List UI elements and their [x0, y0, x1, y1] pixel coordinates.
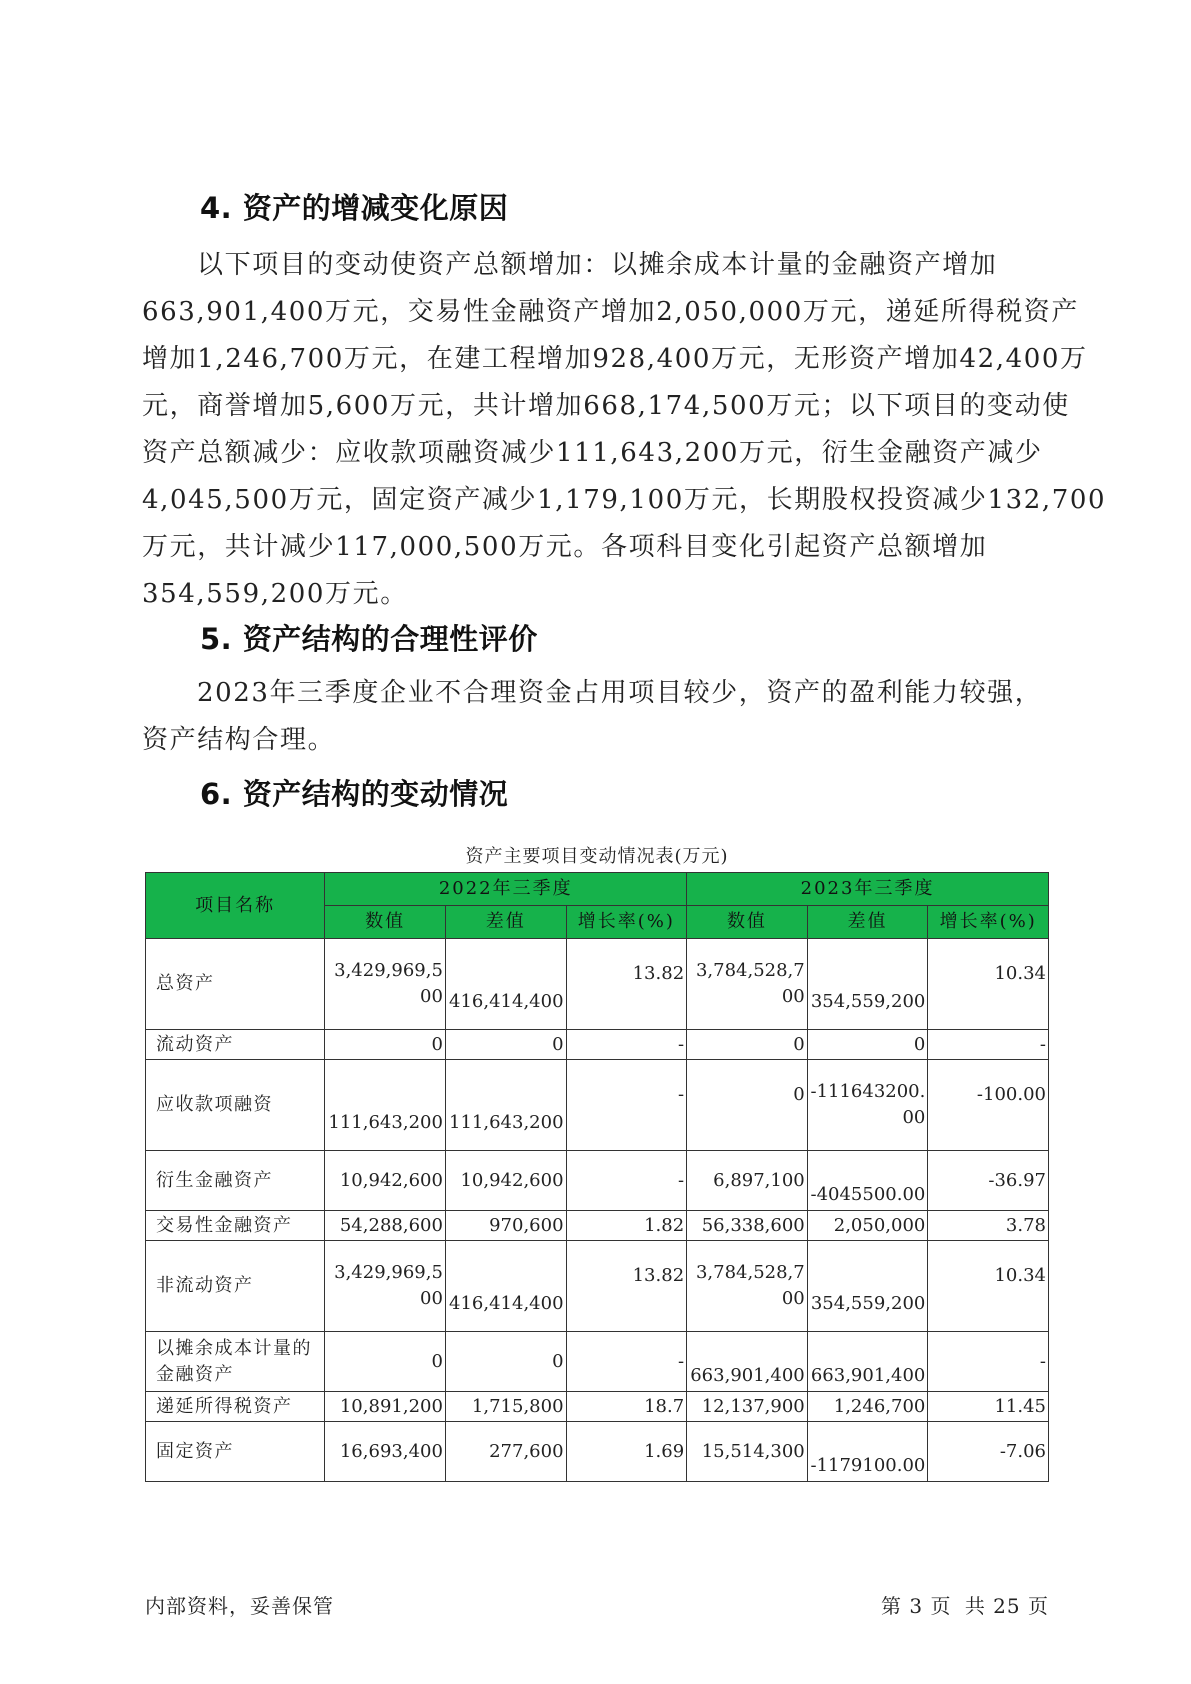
cell-b-diff: 1,246,700 — [807, 1392, 928, 1422]
paragraph-line: 2023年三季度企业不合理资金占用项目较少，资产的盈利能力较强， — [197, 678, 1043, 708]
cell-a-value: 10,942,600 — [325, 1151, 446, 1211]
table-row — [146, 1241, 1049, 1332]
footer-page-number — [875, 1590, 1049, 1619]
section-4-paragraph — [142, 242, 1107, 618]
cell-a-value: 3,429,969,500 — [325, 939, 446, 1030]
row-name: 总资产 — [146, 939, 325, 1030]
section-5-heading: 5. 资产结构的合理性评价 — [200, 622, 538, 656]
cell-b-diff: 354,559,200 — [807, 1241, 928, 1332]
header-growth: 增长率(%) — [928, 906, 1049, 939]
paragraph-line: 资产总额减少：应收款项融资减少111,643,200万元，衍生金融资产减少 — [142, 438, 1043, 468]
section-6-heading: 6. 资产结构的变动情况 — [200, 777, 509, 811]
cell-a-diff: 0 — [445, 1332, 566, 1392]
cell-a-growth: 13.82 — [566, 1241, 687, 1332]
cell-a-value: 54,288,600 — [325, 1211, 446, 1241]
cell-b-growth: 10.34 — [928, 1241, 1049, 1332]
table-row — [146, 1422, 1049, 1482]
header-value: 数值 — [687, 906, 808, 939]
row-name: 衍生金融资产 — [146, 1151, 325, 1211]
cell-b-diff: 663,901,400 — [807, 1332, 928, 1392]
cell-a-growth: - — [566, 1030, 687, 1060]
page-label: 第 3 页 — [881, 1594, 952, 1618]
cell-a-growth: - — [566, 1060, 687, 1151]
table-row — [146, 1060, 1049, 1151]
cell-b-growth: -36.97 — [928, 1151, 1049, 1211]
table-row — [146, 1030, 1049, 1060]
cell-a-value: 16,693,400 — [325, 1422, 446, 1482]
section-4-heading: 4. 资产的增减变化原因 — [200, 191, 509, 225]
header-growth: 增长率(%) — [566, 906, 687, 939]
header-diff: 差值 — [445, 906, 566, 939]
cell-b-value: 12,137,900 — [687, 1392, 808, 1422]
cell-a-growth: 1.69 — [566, 1422, 687, 1482]
header-item-name: 项目名称 — [146, 873, 325, 939]
section-5-paragraph — [142, 670, 1042, 764]
cell-b-growth: - — [928, 1332, 1049, 1392]
cell-b-value: 663,901,400 — [687, 1332, 808, 1392]
asset-change-table — [145, 872, 1049, 1482]
table-row — [146, 1211, 1049, 1241]
cell-a-diff: 0 — [445, 1030, 566, 1060]
row-name: 以摊余成本计量的金融资产 — [146, 1332, 325, 1392]
cell-a-diff: 10,942,600 — [445, 1151, 566, 1211]
row-name: 应收款项融资 — [146, 1060, 325, 1151]
paragraph-line: 元，商誉增加5,600万元，共计增加668,174,500万元；以下项目的变动使 — [142, 391, 1070, 421]
cell-a-diff: 416,414,400 — [445, 939, 566, 1030]
header-value: 数值 — [325, 906, 446, 939]
cell-a-diff: 111,643,200 — [445, 1060, 566, 1151]
cell-b-growth: -7.06 — [928, 1422, 1049, 1482]
cell-a-growth: 18.7 — [566, 1392, 687, 1422]
table-caption: 资产主要项目变动情况表(万元) — [465, 846, 729, 867]
table-row — [146, 1151, 1049, 1211]
cell-b-value: 3,784,528,700 — [687, 939, 808, 1030]
table-row — [146, 939, 1049, 1030]
cell-a-growth: 1.82 — [566, 1211, 687, 1241]
row-name: 流动资产 — [146, 1030, 325, 1060]
cell-b-growth: -100.00 — [928, 1060, 1049, 1151]
paragraph-line: 354,559,200万元。 — [142, 579, 408, 609]
cell-b-value: 3,784,528,700 — [687, 1241, 808, 1332]
paragraph-line: 资产结构合理。 — [142, 725, 336, 755]
cell-a-value: 10,891,200 — [325, 1392, 446, 1422]
cell-b-growth: - — [928, 1030, 1049, 1060]
cell-b-diff: 354,559,200 — [807, 939, 928, 1030]
cell-b-diff: -1179100.00 — [807, 1422, 928, 1482]
cell-b-growth: 10.34 — [928, 939, 1049, 1030]
cell-b-growth: 3.78 — [928, 1211, 1049, 1241]
cell-a-growth: 13.82 — [566, 939, 687, 1030]
row-name: 固定资产 — [146, 1422, 325, 1482]
cell-b-diff: -111643200.00 — [807, 1060, 928, 1151]
paragraph-line: 增加1,246,700万元，在建工程增加928,400万元，无形资产增加42,400万 — [142, 344, 1088, 374]
cell-b-value: 56,338,600 — [687, 1211, 808, 1241]
cell-a-growth: - — [566, 1332, 687, 1392]
cell-b-diff: 0 — [807, 1030, 928, 1060]
cell-b-value: 0 — [687, 1030, 808, 1060]
cell-b-value: 15,514,300 — [687, 1422, 808, 1482]
cell-b-value: 0 — [687, 1060, 808, 1151]
cell-a-value: 0 — [325, 1030, 446, 1060]
cell-b-value: 6,897,100 — [687, 1151, 808, 1211]
row-name: 递延所得税资产 — [146, 1392, 325, 1422]
cell-b-diff: -4045500.00 — [807, 1151, 928, 1211]
paragraph-line: 以下项目的变动使资产总额增加：以摊余成本计量的金融资产增加 — [197, 250, 998, 280]
cell-a-value: 3,429,969,500 — [325, 1241, 446, 1332]
paragraph-line: 4,045,500万元，固定资产减少1,179,100万元，长期股权投资减少132,700 — [142, 485, 1107, 515]
cell-a-diff: 1,715,800 — [445, 1392, 566, 1422]
table-row — [146, 1332, 1049, 1392]
row-name: 非流动资产 — [146, 1241, 325, 1332]
table-row — [146, 1392, 1049, 1422]
cell-b-diff: 2,050,000 — [807, 1211, 928, 1241]
header-diff: 差值 — [807, 906, 928, 939]
header-period-2022: 2022年三季度 — [325, 873, 687, 906]
cell-a-diff: 416,414,400 — [445, 1241, 566, 1332]
paragraph-line: 663,901,400万元，交易性金融资产增加2,050,000万元，递延所得税资产 — [142, 297, 1079, 327]
cell-b-growth: 11.45 — [928, 1392, 1049, 1422]
total-pages-label: 共 25 页 — [964, 1594, 1049, 1618]
cell-a-diff: 277,600 — [445, 1422, 566, 1482]
cell-a-value: 111,643,200 — [325, 1060, 446, 1151]
cell-a-diff: 970,600 — [445, 1211, 566, 1241]
header-period-2023: 2023年三季度 — [687, 873, 1049, 906]
cell-a-value: 0 — [325, 1332, 446, 1392]
cell-a-growth: - — [566, 1151, 687, 1211]
footer-confidential-note: 内部资料，妥善保管 — [145, 1594, 334, 1618]
paragraph-line: 万元，共计减少117,000,500万元。各项科目变化引起资产总额增加 — [142, 532, 988, 562]
row-name: 交易性金融资产 — [146, 1211, 325, 1241]
